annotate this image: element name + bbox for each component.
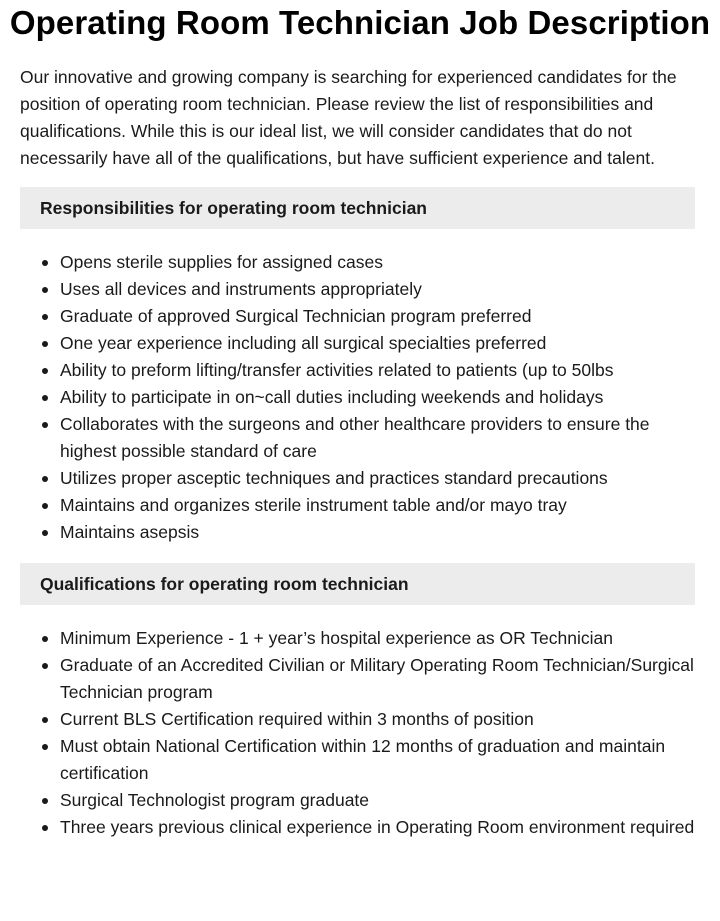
list-item: One year experience including all surgical specialties preferred (60, 330, 700, 357)
qualifications-list (0, 625, 700, 841)
list-item: Minimum Experience - 1 + year’s hospital experience as OR Technician (60, 625, 700, 652)
list-item: Maintains asepsis (60, 519, 700, 546)
responsibilities-list (0, 249, 700, 546)
list-item: Graduate of an Accredited Civilian or Military Operating Room Technician/Surgical Technician program (60, 652, 700, 706)
list-item: Ability to participate in on~call duties including weekends and holidays (60, 384, 700, 411)
list-item: Surgical Technologist program graduate (60, 787, 700, 814)
intro-paragraph: Our innovative and growing company is searching for experienced candidates for the position of operating room technician. Please review the list of responsibilities and qualifications. While this is our ideal list, we will consider candidates that do not necessarily have all of the qualifications, but have sufficient experience and talent. (20, 67, 677, 168)
list-item: Three years previous clinical experience in Operating Room environment required (60, 814, 700, 841)
list-item: Current BLS Certification required within 3 months of position (60, 706, 700, 733)
list-item: Must obtain National Certification within 12 months of graduation and maintain certification (60, 733, 700, 787)
responsibilities-heading: Responsibilities for operating room technician (20, 187, 695, 229)
qualifications-heading: Qualifications for operating room technician (20, 563, 695, 605)
list-item: Maintains and organizes sterile instrument table and/or mayo tray (60, 492, 700, 519)
page-title: Operating Room Technician Job Description (9, 4, 711, 41)
list-item: Ability to preform lifting/transfer activities related to patients (up to 50lbs (60, 357, 700, 384)
list-item: Uses all devices and instruments appropriately (60, 276, 700, 303)
list-item: Graduate of approved Surgical Technician program preferred (60, 303, 700, 330)
list-item: Opens sterile supplies for assigned cases (60, 249, 700, 276)
list-item: Collaborates with the surgeons and other healthcare providers to ensure the highest possible standard of care (60, 411, 700, 465)
list-item: Utilizes proper asceptic techniques and practices standard precautions (60, 465, 700, 492)
